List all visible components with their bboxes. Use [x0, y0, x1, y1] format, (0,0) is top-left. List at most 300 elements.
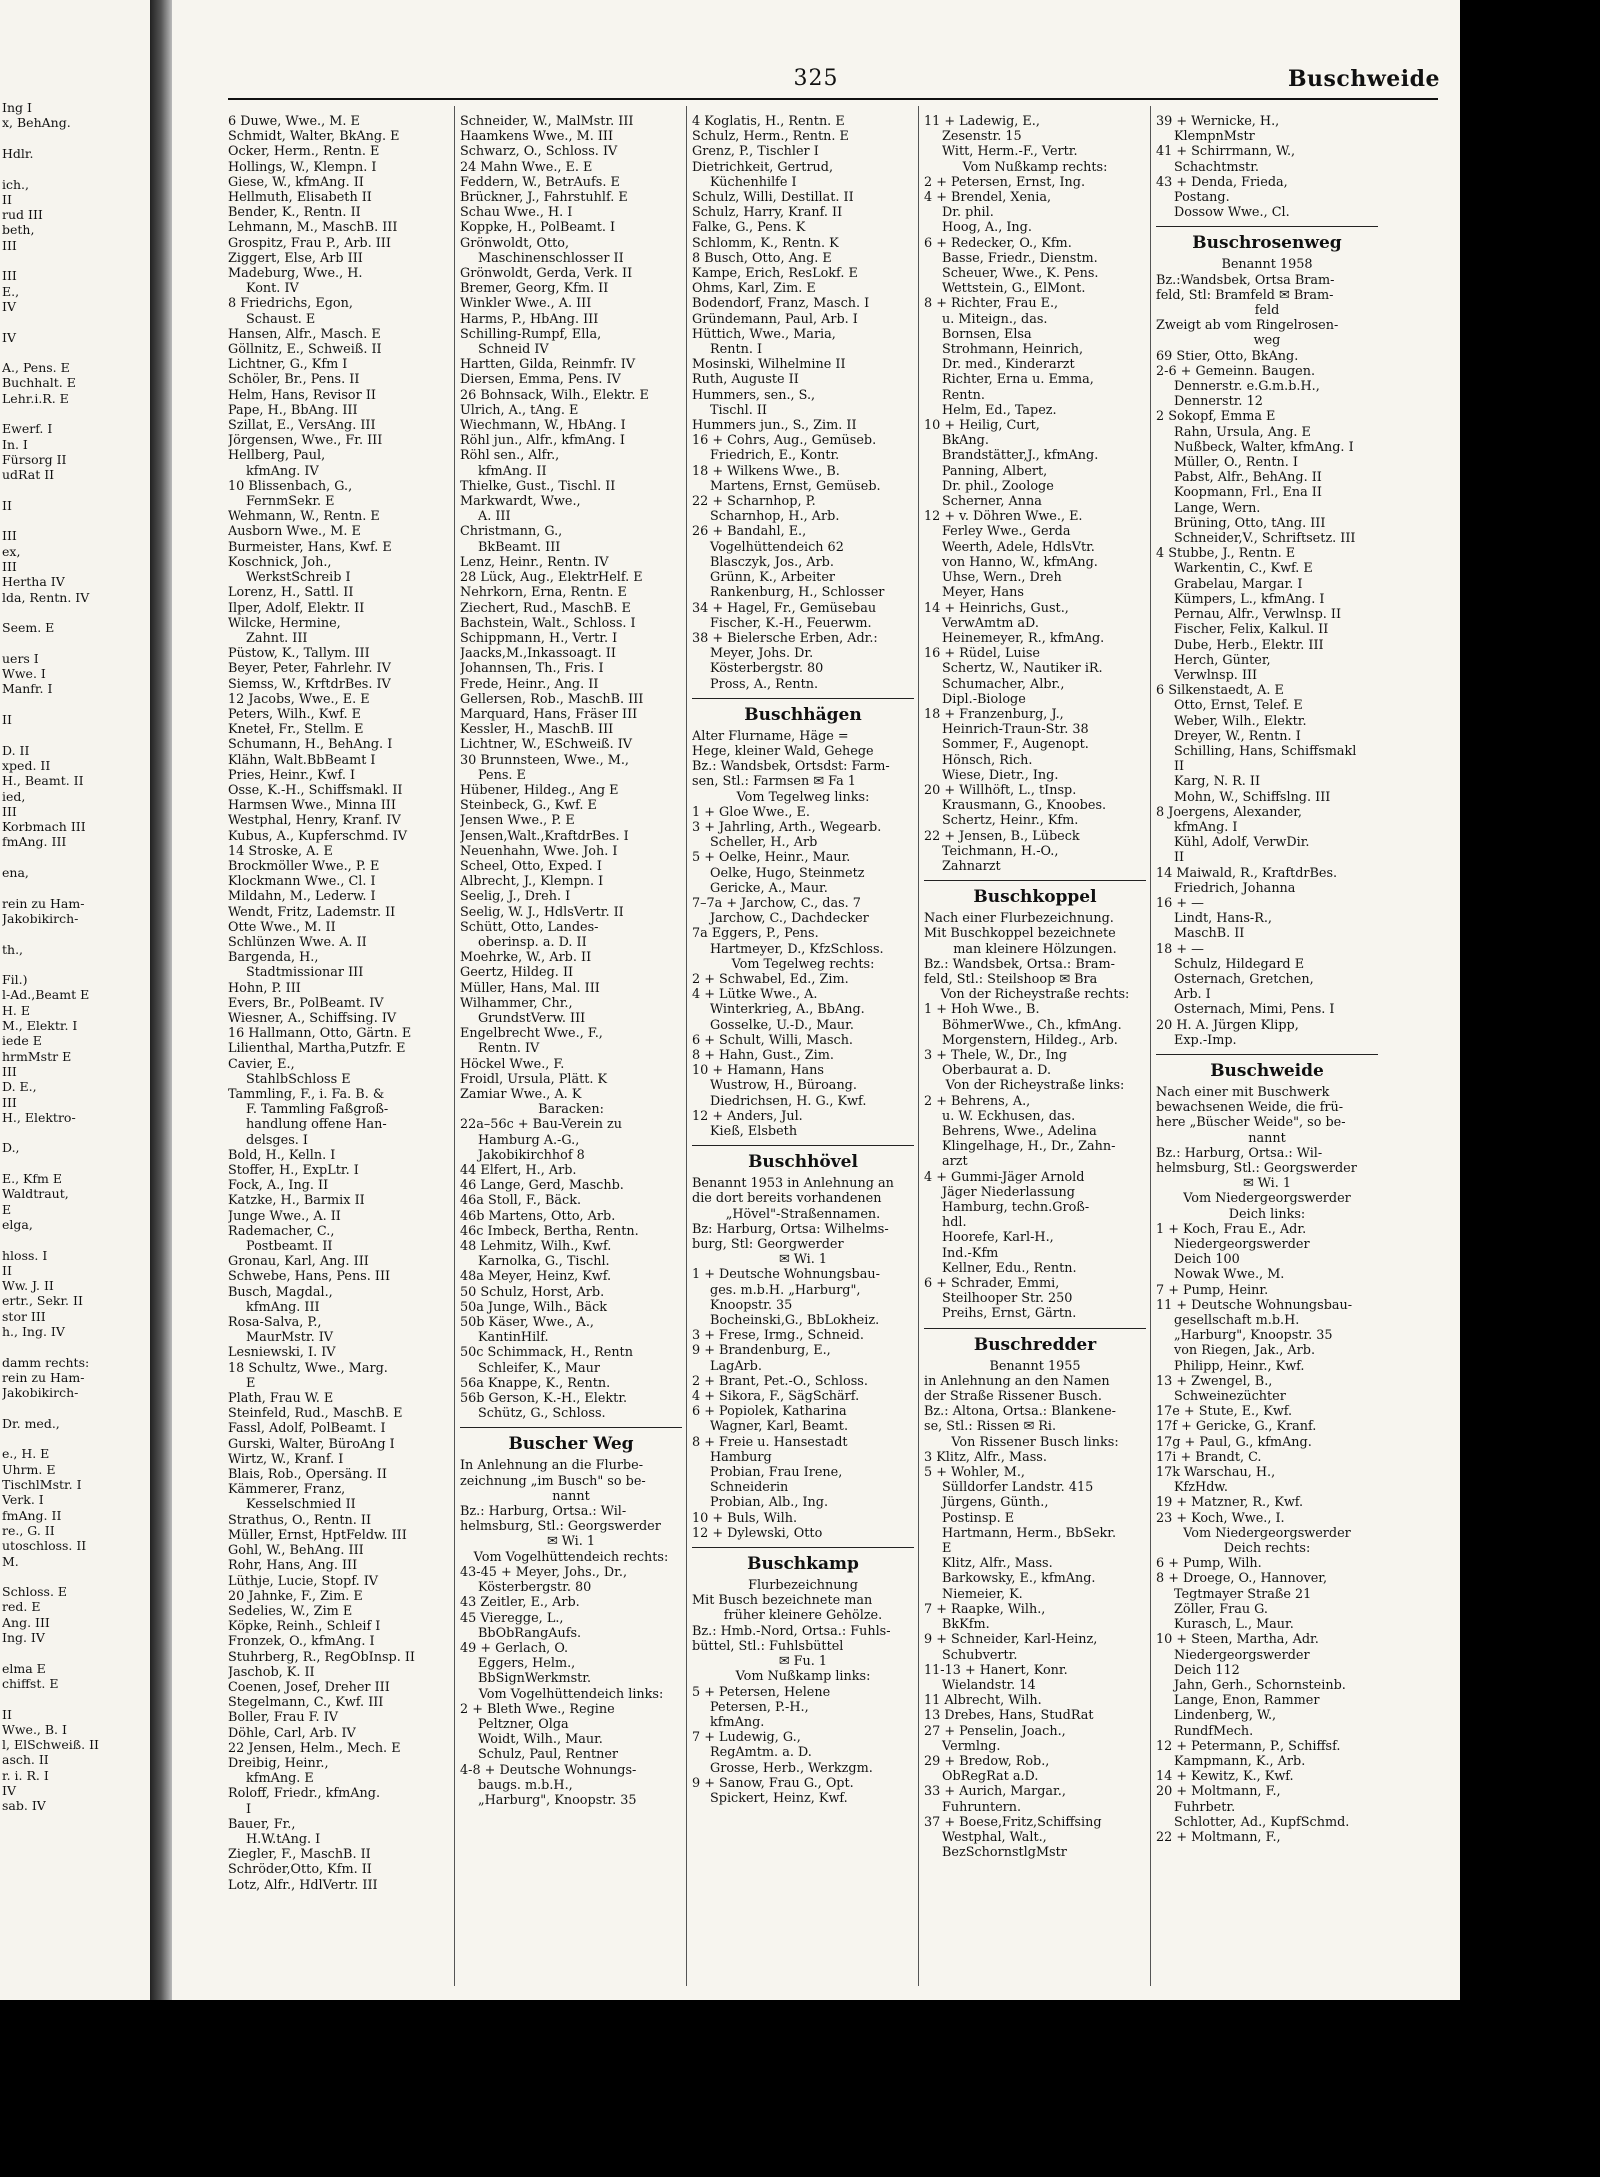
directory-entry-line: Lotz, Alfr., HdlVertr. III [228, 1877, 378, 1893]
left-page-line: damm rechts: [2, 1354, 90, 1370]
left-page-line: re., G. II [2, 1522, 55, 1538]
directory-entry-line: 4 + Brendel, Xenia, [924, 190, 1052, 206]
directory-entry-line: 23 + Koch, Wwe., I. [1156, 1510, 1285, 1526]
directory-entry-line: Nach einer Flurbezeichnung. [924, 911, 1114, 927]
directory-entry-line: Grenz, P., Tischler I [692, 144, 819, 160]
directory-entry-line: Meyer, Johs. Dr. [710, 646, 814, 662]
directory-entry-line: 37 + Boese,Fritz,Schiffsing [924, 1814, 1102, 1830]
directory-entry-line: Göllnitz, E., Schweiß. II [228, 342, 382, 358]
scan-border-bottom [0, 2000, 1460, 2177]
directory-entry-line: Dreibig, Heinr., [228, 1755, 329, 1771]
left-page-line: TischlMstr. I [2, 1477, 82, 1492]
directory-entry-line: Helm, Hans, Revisor II [228, 387, 376, 403]
directory-entry-line: Niemeier, K. [942, 1586, 1023, 1602]
directory-entry-line: Deich links: [1228, 1206, 1306, 1222]
left-page-line: asch. II [2, 1752, 49, 1768]
left-page-line: III [2, 803, 17, 819]
directory-entry-line: Grabelau, Margar. I [1174, 576, 1303, 592]
directory-entry-line: 46c Imbeck, Bertha, Rentn. [460, 1223, 639, 1239]
directory-entry-line: Haamkens Wwe., M. III [460, 129, 614, 145]
directory-entry-line: Bz.: Harburg, Ortsa.: Wil- [460, 1504, 627, 1520]
directory-entry-line: Bocheinski,G., BbLokheiz. [710, 1313, 880, 1329]
directory-entry-line: Oberbaurat a. D. [942, 1063, 1052, 1079]
directory-entry-line: Ind.-Kfm [942, 1245, 999, 1261]
directory-entry-line: Arb. I [1174, 987, 1211, 1003]
directory-entry-line: 8 + Hahn, Gust., Zim. [692, 1047, 834, 1063]
directory-entry-line: 48 Lehmitz, Wilh., Kwf. [460, 1239, 612, 1255]
directory-entry-line: 3 + Jahrling, Arth., Wegearb. [692, 819, 882, 835]
directory-entry-line: Martens, Ernst, Gemüseb. [710, 478, 881, 494]
directory-entry-line: handlung offene Han- [246, 1117, 387, 1133]
column-divider [1150, 106, 1151, 1986]
left-page-line: D. II [2, 742, 30, 758]
directory-entry-line: Lüthje, Lucie, Stopf. IV [228, 1573, 379, 1589]
left-page-line: Fürsorg II [2, 451, 67, 467]
directory-entry-line: 18 Schultz, Wwe., Marg. [228, 1360, 388, 1376]
left-page-line: II [2, 712, 12, 727]
column-divider [686, 106, 687, 1986]
left-page-line: Waldtraut, [2, 1186, 69, 1202]
directory-entry-line: Postinsp. E [942, 1510, 1015, 1526]
directory-entry-line: Fassl, Adolf, PolBeamt. I [228, 1421, 386, 1437]
directory-entry-line: Lichtner, W., ESchweiß. IV [460, 737, 633, 753]
directory-entry-line: Müller, Ernst, HptFeldw. III [228, 1527, 407, 1543]
directory-entry-line: Benannt 1958 [1221, 257, 1313, 273]
directory-entry-line: Ulrich, A., tAng. E [460, 402, 579, 418]
directory-entry-line: büttel, Stl.: Fuhlsbüttel [692, 1638, 844, 1654]
directory-entry-line: Basse, Friedr., Dienstm. [942, 250, 1098, 266]
directory-entry-line: 56b Gerson, K.-H., Elektr. [460, 1391, 628, 1407]
directory-entry-line: Bodendorf, Franz, Masch. I [692, 296, 870, 312]
directory-entry-line: Jensen Wwe., P. E [460, 813, 575, 829]
directory-entry-line: kfmAng. IV [246, 463, 319, 479]
directory-entry-line: Schertz, Heinr., Kfm. [942, 813, 1079, 829]
directory-entry-line: 12 Jacobs, Wwe., E. E [228, 691, 370, 707]
column-5 [1156, 114, 1378, 1845]
directory-entry-line: I [246, 1801, 252, 1817]
directory-entry-line: Strohmann, Heinrich, [942, 342, 1084, 358]
directory-entry-line: kfmAng. II [478, 463, 547, 479]
directory-entry-line: Weerth, Adele, HdlsVtr. [942, 539, 1095, 555]
left-page-line: M. [2, 1553, 19, 1569]
directory-entry-line: Müller, O., Rentn. I [1174, 455, 1298, 471]
directory-entry-line: sen, Stl.: Farmsen ✉ Fa 1 [692, 774, 856, 790]
directory-entry-line: Dossow Wwe., Cl. [1174, 205, 1290, 221]
directory-entry-line: Wiechmann, W., HbAng. I [460, 418, 626, 434]
directory-entry-line: ✉ Wi. 1 [778, 1252, 828, 1268]
directory-entry-line: Koppke, H., PolBeamt. I [460, 220, 616, 236]
directory-entry-line: Lorenz, H., Sattl. II [228, 585, 354, 601]
directory-entry-line: 7 + Ludewig, G., [692, 1730, 801, 1746]
directory-entry-line: Blais, Rob., Opersäng. II [228, 1467, 387, 1483]
directory-entry-line: Pries, Heinr., Kwf. I [228, 767, 356, 783]
directory-entry-line: Scheller, H., Arb [710, 835, 818, 851]
directory-entry-line: Karg, N. R. II [1174, 774, 1261, 790]
directory-entry-line: Kneteł, Fr., Stellm. E [228, 722, 364, 738]
directory-entry-line: Döhle, Carl, Arb. IV [228, 1725, 356, 1741]
directory-entry-line: Röhl jun., Alfr., kfmAng. I [460, 433, 625, 449]
column-divider [454, 106, 455, 1986]
directory-entry-line: Coenen, Josef, Dreher III [228, 1679, 390, 1695]
directory-entry-line: Fischer, Felix, Kalkul. II [1174, 622, 1329, 638]
directory-entry-line: KantinHilf. [478, 1330, 549, 1346]
left-page-line: Lehr.i.R. E [2, 390, 69, 406]
directory-entry-line: ✉ Fu. 1 [778, 1654, 828, 1670]
directory-entry-line: Gellersen, Rob., MaschB. III [460, 691, 644, 707]
directory-entry-line: Grönwoldt, Otto, [460, 235, 570, 251]
directory-entry-line: Evers, Br., PolBeamt. IV [228, 995, 384, 1011]
directory-entry-line: Warkentin, C., Kwf. E [1174, 561, 1313, 577]
directory-entry-line: Vom Tegelweg rechts: [731, 956, 875, 972]
directory-entry-line: Lindt, Hans-R., [1174, 911, 1272, 927]
directory-entry-line: 2 + Schwabel, Ed., Zim. [692, 971, 849, 987]
directory-entry-line: Hoorefe, Karl-H., [942, 1230, 1054, 1246]
directory-entry-line: Kühl, Adolf, VerwDir. [1174, 835, 1310, 851]
directory-entry-line: Westphal, Henry, Kranf. IV [228, 813, 401, 829]
directory-entry-line: 33 + Aurich, Margar., [924, 1784, 1066, 1800]
directory-entry-line: Mit Busch bezeichnete man [692, 1593, 873, 1609]
directory-entry-line: Stadtmissionar III [246, 965, 364, 981]
directory-entry-line: Wehmann, W., Rentn. E [228, 509, 380, 525]
directory-entry-line: Johannsen, Th., Fris. I [460, 661, 604, 677]
directory-entry-line: 3 Klitz, Alfr., Mass. [924, 1449, 1047, 1465]
directory-entry-line: „Hövel"-Straßennamen. [725, 1206, 881, 1222]
directory-entry-line: Westphal, Walt., [942, 1829, 1047, 1845]
left-page-line: Wwe. I [2, 666, 46, 682]
directory-entry-line: Heinemeyer, R., kfmAng. [942, 630, 1105, 646]
directory-entry-line: Geertz, Hildeg. II [460, 965, 574, 981]
directory-entry-line: von Riegen, Jak., Arb. [1174, 1343, 1316, 1359]
directory-entry-line: Lehmann, M., MaschB. III [228, 220, 398, 236]
directory-entry-line: Steinfeld, Rud., MaschB. E [228, 1406, 403, 1422]
directory-entry-line: Schneiderin [710, 1480, 789, 1496]
directory-entry-line: 43-45 + Meyer, Johs., Dr., [460, 1564, 628, 1580]
directory-entry-line: Jarchow, C., Dachdecker [710, 911, 869, 927]
directory-entry-line: 1 + Deutsche Wohnungsbau- [692, 1267, 880, 1283]
directory-entry-line: Bz: Harburg, Ortsa: Wilhelms- [692, 1221, 889, 1237]
directory-entry-line: Zweigt ab vom Ringelrosen- [1156, 318, 1339, 334]
left-page-line: elga, [2, 1216, 33, 1232]
directory-entry-line: Lenz, Heinr., Rentn. IV [460, 554, 609, 570]
directory-entry-line: Behrens, Wwe., Adelina [942, 1124, 1097, 1139]
directory-entry-line: 26 Bohnsack, Wilh., Elektr. E [460, 387, 649, 403]
left-page-line: A., Pens. E [2, 360, 70, 376]
directory-entry-line: Zöller, Frau G. [1174, 1601, 1268, 1617]
directory-entry-line: 43 + Denda, Frieda, [1156, 174, 1288, 190]
directory-entry-line: 10 + Steen, Martha, Adr. [1156, 1632, 1319, 1648]
directory-entry-line: Schlomm, K., Rentn. K [692, 235, 839, 251]
directory-entry-line: Schachtmstr. [1174, 159, 1259, 175]
directory-entry-line: Stuhrberg, R., RegObInsp. II [228, 1649, 415, 1665]
directory-entry-line: Mosinski, Wilhelmine II [692, 357, 846, 373]
left-page-line: H. E [2, 1002, 30, 1018]
directory-entry-line: 50b Käser, Wwe., A., [460, 1315, 594, 1331]
directory-entry-line: Schau Wwe., H. I [460, 205, 573, 221]
directory-entry-line: Schippmann, H., Vertr. I [460, 630, 618, 646]
directory-entry-line: Ziggert, Else, Arb III [228, 250, 363, 266]
directory-entry-line: Jahn, Gerh., Schornsteinb. [1174, 1677, 1346, 1693]
directory-entry-line: Giese, W., kfmAng. II [228, 174, 364, 190]
directory-entry-line: 18 + Franzenburg, J., [924, 706, 1064, 722]
directory-entry-line: Nowak Wwe., M. [1174, 1267, 1285, 1283]
directory-entry-line: Busch, Magdal., [228, 1284, 333, 1300]
directory-entry-line: 20 + Moltmann, F., [1156, 1784, 1281, 1800]
directory-entry-line: Bz.: Wandsbek, Ortsdst: Farm- [692, 759, 890, 775]
directory-entry-line: Schneid IV [478, 342, 549, 358]
left-page-line: Hdlr. [2, 145, 34, 161]
directory-entry-line: 6 + Schult, Willi, Masch. [692, 1032, 853, 1048]
directory-entry-line: Schilling, Hans, Schiffsmakl [1174, 743, 1357, 759]
directory-entry-line: Dr. med., Kinderarzt [942, 357, 1075, 373]
directory-entry-line: Schilling-Rumpf, Ella, [460, 326, 602, 342]
directory-entry-line: Mildahn, M., Lederw. I [228, 889, 376, 905]
directory-entry-line: 4 Koglatis, H., Rentn. E [692, 114, 845, 129]
directory-entry-line: Mohn, W., Schiffslng. III [1174, 789, 1331, 805]
directory-entry-line: Otte Wwe., M. II [228, 919, 336, 935]
directory-entry-line: FernmSekr. E [246, 494, 335, 510]
directory-entry-line: Ilper, Adolf, Elektr. II [228, 600, 365, 616]
directory-entry-line: Rentn. IV [478, 1041, 540, 1057]
directory-entry-line: „Harburg", Knoopstr. 35 [478, 1792, 637, 1808]
directory-entry-line: Krausmann, G., Knoobes. [942, 798, 1107, 814]
directory-entry-line: Zahnt. III [246, 630, 308, 646]
directory-entry-line: kfmAng. III [246, 1299, 320, 1315]
directory-entry-line: Niedergeorgswerder [1174, 1237, 1310, 1253]
directory-entry-line: 44 Elfert, H., Arb. [460, 1163, 577, 1179]
left-page-line: Ewerf. I [2, 421, 53, 437]
directory-entry-line: 6 Silkenstaedt, A. E [1156, 683, 1284, 699]
directory-entry-line: 16 + Rüdel, Luise [924, 646, 1040, 662]
directory-entry-line: Jaacks,M.,Inkassoagt. II [460, 646, 616, 662]
directory-entry-line: Schulz, Paul, Rentner [478, 1747, 619, 1763]
left-page-line: hloss. I [2, 1247, 48, 1263]
directory-entry-line: Grönwoldt, Gerda, Verk. II [460, 266, 633, 282]
left-page-line: ena, [2, 865, 29, 880]
directory-entry-line: Madeburg, Wwe., H. [228, 266, 363, 282]
directory-entry-line: Seelig, W. J., HdlsVertr. II [460, 904, 624, 920]
directory-entry-line: Katzke, H., Barmix II [228, 1193, 365, 1209]
directory-entry-line: ObRegRat a.D. [942, 1769, 1039, 1785]
column-1 [228, 114, 450, 1893]
directory-entry-line: Von Rissener Busch links: [951, 1434, 1119, 1450]
directory-entry-line: Otto, Ernst, Telef. E [1174, 698, 1303, 714]
directory-entry-line: Rosa-Salva, P., [228, 1315, 322, 1331]
directory-entry-line: Küchenhilfe I [710, 174, 797, 190]
directory-entry-line: Ziechert, Rud., MaschB. E [460, 600, 631, 616]
street-heading: Buschkamp [692, 1547, 914, 1574]
directory-entry-line: StahlbSchloss E [246, 1071, 351, 1087]
directory-entry-line: 46b Martens, Otto, Arb. [460, 1208, 616, 1224]
left-page-line: III [2, 1063, 17, 1079]
left-page-line: H., Elektro- [2, 1109, 76, 1125]
directory-entry-line: Rademacher, C., [228, 1223, 335, 1239]
directory-entry-line: Vermlng. [942, 1738, 1001, 1754]
running-head-street: Buschweide [1287, 66, 1440, 92]
directory-entry-line: Lesniewski, I. IV [228, 1345, 336, 1361]
directory-entry-line: Scheuer, Wwe., K. Pens. [942, 266, 1099, 282]
directory-entry-line: Bachstein, Walt., Schloss. I [460, 615, 636, 631]
directory-entry-line: Pross, A., Rentn. [710, 676, 819, 692]
directory-entry-line: Bauer, Fr., [228, 1816, 296, 1832]
directory-entry-line: Lilienthal, Martha,Putzfr. E [228, 1041, 406, 1057]
directory-entry-line: Klingelhage, H., Dr., Zahn- [942, 1139, 1116, 1155]
directory-entry-line: Hansen, Alfr., Masch. E [228, 326, 381, 342]
directory-entry-line: E [246, 1375, 256, 1391]
left-page-line: Ing I [2, 100, 32, 115]
directory-entry-line: Osternach, Mimi, Pens. I [1174, 1002, 1335, 1018]
directory-entry-line: Gericke, A., Maur. [710, 880, 828, 896]
directory-entry-line: von Hanno, W., kfmAng. [942, 554, 1098, 570]
directory-entry-line: Seelig, J., Dreh. I [460, 889, 571, 905]
directory-entry-line: Grosse, Herb., Werkzgm. [710, 1760, 873, 1776]
directory-entry-line: 50c Schimmack, H., Rentn [460, 1345, 633, 1361]
directory-entry-line: Junge Wwe., A. II [228, 1208, 341, 1224]
directory-entry-line: Baracken: [538, 1102, 604, 1118]
left-page-line: Jakobikirch- [2, 910, 79, 926]
directory-entry-line: Thielke, Gust., Tischl. II [460, 478, 616, 494]
directory-entry-line: 3 + Frese, Irmg., Schneid. [692, 1328, 864, 1344]
directory-entry-line: 12 + Dylewski, Otto [692, 1525, 823, 1541]
directory-entry-line: Probian, Frau Irene, [710, 1465, 843, 1481]
left-page-line: fmAng. III [2, 834, 67, 850]
left-page-line: Korbmach III [2, 819, 86, 835]
left-page-line: II [2, 497, 12, 513]
directory-entry-line: 6 Duwe, Wwe., M. E [228, 114, 360, 129]
directory-entry-line: 4 Stubbe, J., Rentn. E [1156, 546, 1296, 562]
left-page-line: ied, [2, 788, 26, 804]
directory-entry-line: Weber, Wilh., Elektr. [1174, 713, 1307, 729]
directory-entry-line: Von der Richeystraße rechts: [940, 987, 1130, 1003]
street-heading: Buschweide [1156, 1054, 1378, 1081]
directory-entry-line: Sülldorfer Landstr. 415 [942, 1480, 1094, 1496]
directory-entry-line: die dort bereits vorhandenen [692, 1191, 882, 1207]
directory-entry-line: Schweinezüchter [1174, 1389, 1286, 1405]
directory-entry-line: 41 + Schirrmann, W., [1156, 144, 1296, 160]
directory-entry-line: 14 + Kewitz, K., Kwf. [1156, 1769, 1294, 1785]
directory-entry-line: Bz.: Wandsbek, Ortsa.: Bram- [924, 956, 1115, 972]
directory-entry-line: Wendt, Fritz, Lademstr. II [228, 904, 396, 920]
directory-entry-line: Kösterbergstr. 80 [710, 661, 824, 677]
directory-entry-line: in Anlehnung an den Namen [924, 1373, 1110, 1389]
directory-entry-line: 5 + Petersen, Helene [692, 1684, 831, 1700]
directory-entry-line: Wielandstr. 14 [942, 1677, 1036, 1693]
directory-entry-line: Knoopstr. 35 [710, 1297, 793, 1313]
directory-entry-line: Engelbrecht Wwe., F., [460, 1026, 603, 1042]
left-page-line: Uhrm. E [2, 1461, 56, 1477]
directory-entry-line: Wiese, Dietr., Ing. [942, 767, 1059, 783]
directory-entry-line: früher kleinere Gehölze. [723, 1608, 883, 1624]
left-page-line: th., [2, 941, 24, 957]
directory-entry-line: 20 Jahnke, F., Zim. E [228, 1588, 363, 1604]
directory-entry-line: Klähn, Walt.BbBeamt I [228, 752, 376, 768]
left-page-line: IV [2, 298, 16, 314]
street-heading: Buschhövel [692, 1145, 914, 1172]
directory-entry-line: 34 + Hagel, Fr., Gemüsebau [692, 600, 877, 616]
directory-entry-line: oberinsp. a. D. II [478, 934, 587, 950]
left-page-line: e., H. E [2, 1446, 50, 1462]
directory-entry-line: Szillat, E., VersAng. III [228, 418, 376, 434]
directory-entry-line: Barkowsky, E., kfmAng. [942, 1571, 1096, 1587]
directory-entry-line: BkAng. [942, 433, 989, 449]
directory-entry-line: 2 Sokopf, Emma E [1156, 409, 1276, 425]
left-page-line: M., Elektr. I [2, 1018, 78, 1033]
directory-entry-line: Hege, kleiner Wald, Gehege [692, 743, 874, 759]
directory-entry-line: Brockmöller Wwe., P. E [228, 858, 380, 874]
directory-entry-line: Lindenberg, W., [1174, 1708, 1277, 1724]
left-page-line: ich., [2, 176, 29, 192]
directory-entry-line: Hellmuth, Elisabeth II [228, 190, 372, 206]
directory-entry-line: Dipl.-Biologe [942, 691, 1026, 707]
directory-page [172, 0, 1460, 2000]
directory-entry-line: Bargenda, H., [228, 950, 319, 966]
left-page-line: II [2, 1262, 12, 1278]
page-number: 325 [793, 66, 839, 91]
directory-entry-line: Hoog, A., Ing. [942, 220, 1032, 236]
directory-entry-line: Dr. phil. [942, 205, 994, 221]
directory-entry-line: Peltzner, Olga [478, 1716, 569, 1732]
directory-entry-line: Fuhruntern. [942, 1799, 1022, 1815]
directory-entry-line: 46a Stoll, F., Bäck. [460, 1193, 582, 1209]
directory-entry-line: Falke, G., Pens. K [692, 220, 806, 236]
directory-entry-line: Müller, Hans, Mal. III [460, 980, 600, 996]
directory-entry-line: 2-6 + Gemeinn. Baugen. [1156, 363, 1316, 379]
directory-entry-line: 2 + Petersen, Ernst, Ing. [924, 174, 1086, 190]
directory-entry-line: Rentn. I [710, 342, 763, 358]
left-page-line: Dr. med., [2, 1415, 60, 1431]
directory-entry-line: Schulz, Hildegard E [1174, 956, 1305, 972]
directory-entry-line: Kellner, Edu., Rentn. [942, 1260, 1077, 1276]
directory-entry-line: Kampmann, K., Arb. [1174, 1753, 1306, 1769]
directory-entry-line: Postbeamt. II [246, 1239, 333, 1255]
directory-entry-line: Burmeister, Hans, Kwf. E [228, 539, 392, 555]
left-page-line: uers I [2, 650, 39, 666]
directory-entry-line: Niedergeorgswerder [1174, 1647, 1310, 1663]
left-page-line: Verk. I [2, 1492, 44, 1508]
directory-entry-line: Von der Richeystraße links: [945, 1078, 1125, 1094]
directory-entry-line: Sommer, F., Augenopt. [942, 737, 1089, 753]
left-page-line: Ing. IV [2, 1630, 45, 1645]
directory-entry-line: 8 + Droege, O., Hannover, [1156, 1571, 1328, 1587]
directory-entry-line: Kubus, A., Kupferschmd. IV [228, 828, 407, 844]
directory-entry-line: Vom Niedergeorgswerder [1183, 1525, 1351, 1541]
directory-entry-line: ges. m.b.H. „Harburg", [710, 1282, 861, 1298]
directory-entry-line: 8 Joergens, Alexander, [1156, 804, 1302, 820]
directory-entry-line: Fischer, K.-H., Feuerwm. [710, 615, 872, 631]
directory-entry-line: Zesenstr. 15 [942, 129, 1022, 145]
directory-entry-line: Dr. phil., Zoologe [942, 478, 1054, 494]
directory-entry-line: 2 + Bleth Wwe., Regine [460, 1701, 615, 1717]
directory-entry-line: Preihs, Ernst, Gärtn. [942, 1306, 1077, 1322]
left-page-line: III [2, 528, 17, 544]
directory-entry-line: Fronzek, O., kfmAng. I [228, 1634, 375, 1650]
directory-entry-line: Tammling, F., i. Fa. B. & [228, 1087, 385, 1102]
directory-entry-line: GrundstVerw. III [478, 1010, 586, 1026]
directory-entry-line: Bold, H., Kelln. I [228, 1147, 336, 1163]
column-divider [918, 106, 919, 1986]
left-page-line: l-Ad.,Beamt E [2, 987, 90, 1003]
directory-entry-line: Kont. IV [246, 281, 299, 297]
directory-entry-line: Vogelhüttendeich 62 [710, 539, 844, 555]
directory-entry-line: BkKfm. [942, 1617, 990, 1633]
directory-entry-line: ✉ Wi. 1 [1242, 1176, 1292, 1192]
directory-entry-line: Pape, H., BbAng. III [228, 402, 358, 418]
directory-entry-line: 13 Drebes, Hans, StudRat [924, 1708, 1094, 1724]
directory-entry-line: Gosselke, U.-D., Maur. [710, 1017, 854, 1033]
directory-entry-line: Winkler Wwe., A. III [460, 296, 592, 312]
directory-entry-line: Harmsen Wwe., Minna III [228, 798, 396, 814]
directory-entry-line: Hüttich, Wwe., Maria, [692, 326, 836, 342]
directory-entry-line: 8 Friedrichs, Egon, [228, 296, 353, 312]
